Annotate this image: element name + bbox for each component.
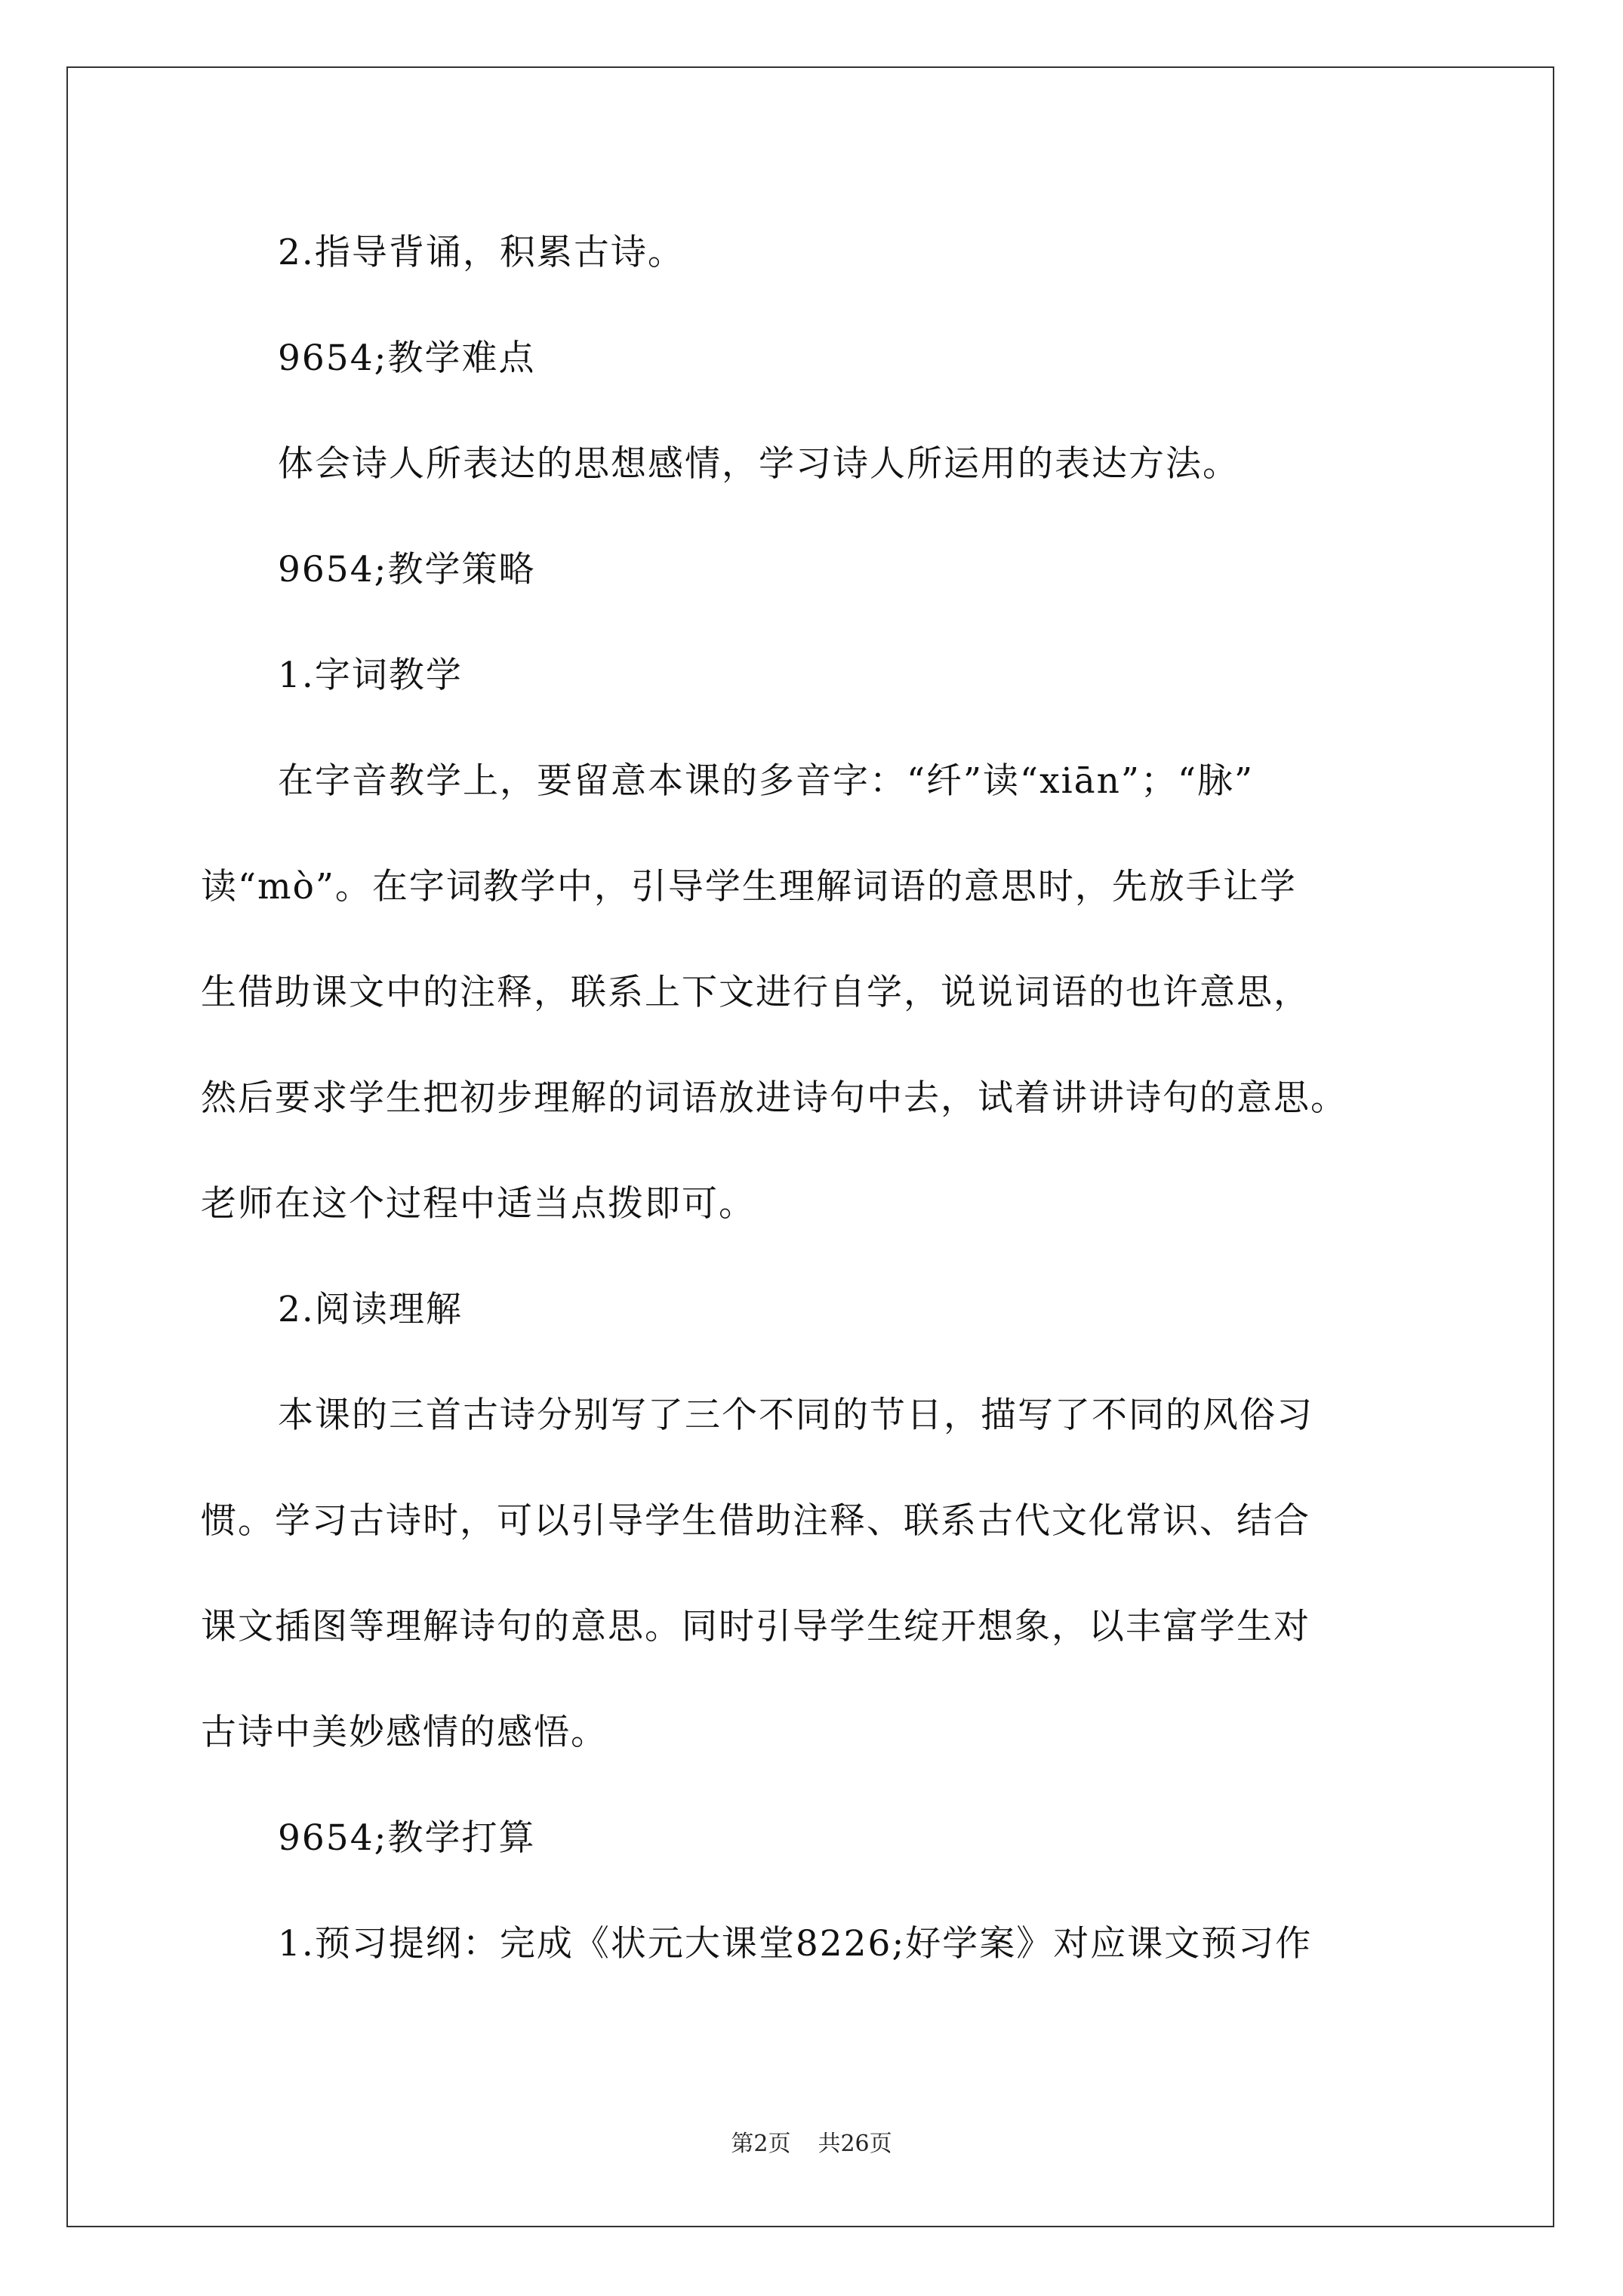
- paragraph-line: 课文插图等理解诗句的意思。同时引导学生绽开想象，以丰富学生对: [201, 1606, 1310, 1647]
- paragraph-line: 然后要求学生把初步理解的词语放进诗句中去，试着讲讲诗句的意思。: [201, 1077, 1347, 1119]
- page-total: 共26页: [818, 2131, 892, 2157]
- paragraph-line: 本课的三首古诗分别写了三个不同的节日，描写了不同的风俗习: [278, 1395, 1313, 1436]
- subsection-heading: 2.阅读理解: [278, 1289, 463, 1330]
- paragraph-line: 2.指导背诵，积累古诗。: [278, 232, 685, 273]
- paragraph-line: 生借助课文中的注释，联系上下文进行自学，说说词语的也许意思，: [201, 972, 1310, 1013]
- section-heading: 9654;教学难点: [278, 337, 536, 379]
- paragraph-line: 读“mò”。在字词教学中，引导学生理解词语的意思时，先放手让学: [201, 866, 1297, 908]
- page-footer: [0, 2129, 1623, 2159]
- subsection-heading: 1.字词教学: [278, 655, 463, 696]
- page-number: 第2页: [731, 2131, 791, 2157]
- section-heading: 9654;教学打算: [278, 1817, 536, 1859]
- paragraph-line: 惯。学习古诗时，可以引导学生借助注释、联系古代文化常识、结合: [201, 1500, 1310, 1542]
- paragraph-line: 古诗中美妙感情的感悟。: [201, 1712, 608, 1753]
- page-border: [66, 66, 1554, 2227]
- paragraph-line: 老师在这个过程中适当点拨即可。: [201, 1183, 756, 1225]
- paragraph-line: 在字音教学上，要留意本课的多音字：“纤”读“xiān”；“脉”: [278, 760, 1254, 802]
- section-heading: 9654;教学策略: [278, 549, 536, 590]
- paragraph-line: 体会诗人所表达的思想感情，学习诗人所运用的表达方法。: [278, 443, 1240, 485]
- paragraph-line: 1.预习提纲：完成《状元大课堂8226;好学案》对应课文预习作: [278, 1923, 1313, 1965]
